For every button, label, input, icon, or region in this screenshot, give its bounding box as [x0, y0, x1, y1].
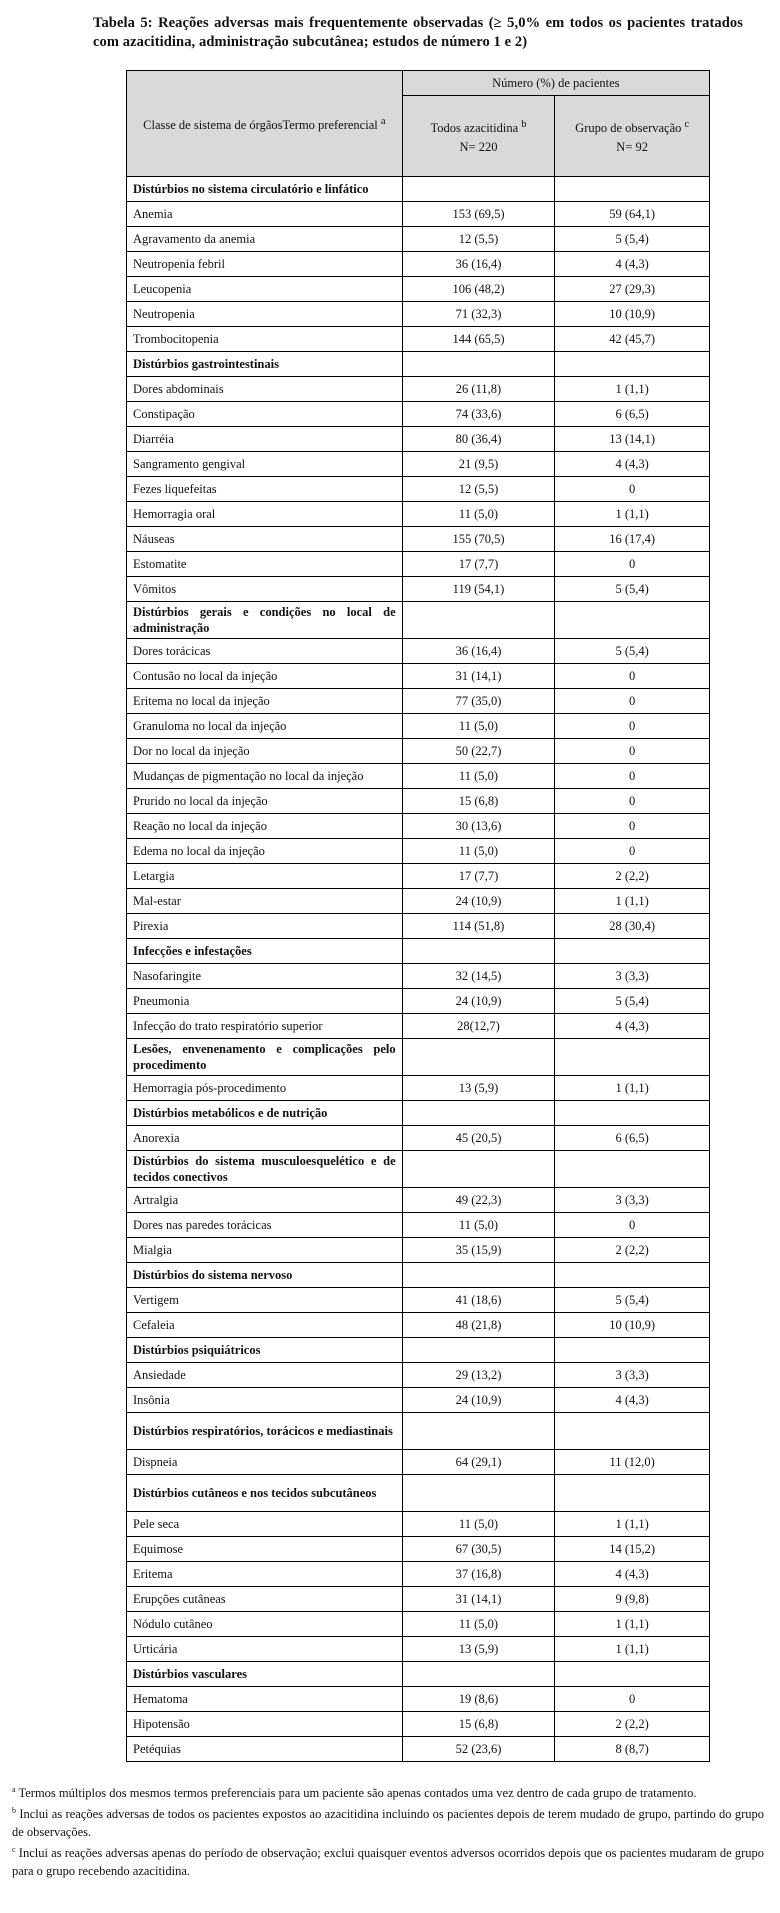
observation-value: 0 — [555, 664, 710, 689]
footnote-c-mark: c — [12, 1845, 16, 1855]
empty-cell — [402, 1151, 555, 1188]
azacitidina-value: 52 (23,6) — [402, 1737, 555, 1762]
table-row — [127, 227, 710, 252]
header-observation-label: Grupo de observação — [575, 121, 682, 136]
azacitidina-value: 155 (70,5) — [402, 527, 555, 552]
table-row — [127, 964, 710, 989]
table-caption: Tabela 5: Reações adversas mais frequentemente observadas (≥ 5,0% em todos os pacientes tratados com azacitidina, administração subcutânea; estudos de número 1 e 2) — [93, 15, 743, 50]
empty-cell — [402, 1039, 555, 1076]
azacitidina-value: 11 (5,0) — [402, 1612, 555, 1637]
term-cell: Hipotensão — [127, 1712, 403, 1737]
table-row — [127, 1612, 710, 1637]
term-cell: Artralgia — [127, 1188, 403, 1213]
observation-value: 2 (2,2) — [555, 1712, 710, 1737]
azacitidina-value: 50 (22,7) — [402, 739, 555, 764]
table-row — [127, 1587, 710, 1612]
table-row — [127, 1238, 710, 1263]
category-row — [127, 1263, 710, 1288]
term-cell: Náuseas — [127, 527, 403, 552]
term-cell: Anorexia — [127, 1126, 403, 1151]
azacitidina-value: 67 (30,5) — [402, 1537, 555, 1562]
term-cell: Vômitos — [127, 577, 403, 602]
observation-value: 28 (30,4) — [555, 914, 710, 939]
table-row — [127, 914, 710, 939]
empty-cell — [555, 1151, 710, 1188]
table-row — [127, 402, 710, 427]
azacitidina-value: 11 (5,0) — [402, 839, 555, 864]
observation-value: 1 (1,1) — [555, 1076, 710, 1101]
azacitidina-value: 41 (18,6) — [402, 1288, 555, 1313]
empty-cell — [402, 1263, 555, 1288]
category-label: Distúrbios do sistema nervoso — [127, 1263, 403, 1288]
observation-value: 42 (45,7) — [555, 327, 710, 352]
term-cell: Hemorragia oral — [127, 502, 403, 527]
observation-value: 5 (5,4) — [555, 639, 710, 664]
azacitidina-value: 29 (13,2) — [402, 1363, 555, 1388]
azacitidina-value: 37 (16,8) — [402, 1562, 555, 1587]
category-label: Distúrbios respiratórios, torácicos e mediastinais — [127, 1413, 403, 1450]
table-row — [127, 839, 710, 864]
observation-value: 16 (17,4) — [555, 527, 710, 552]
term-cell: Cefaleia — [127, 1313, 403, 1338]
azacitidina-value: 11 (5,0) — [402, 1213, 555, 1238]
term-cell: Contusão no local da injeção — [127, 664, 403, 689]
category-row — [127, 352, 710, 377]
term-cell: Vertigem — [127, 1288, 403, 1313]
empty-cell — [555, 1101, 710, 1126]
term-cell: Estomatite — [127, 552, 403, 577]
empty-cell — [555, 1475, 710, 1512]
footnote-b — [12, 1802, 764, 1841]
empty-cell — [555, 177, 710, 202]
observation-value: 5 (5,4) — [555, 227, 710, 252]
azacitidina-value: 21 (9,5) — [402, 452, 555, 477]
footnote-a-text: Termos múltiplos dos mesmos termos preferenciais para um paciente são apenas contados uma vez dentro de cada grupo de tratamento. — [18, 1786, 697, 1801]
table-row — [127, 477, 710, 502]
observation-value: 4 (4,3) — [555, 1562, 710, 1587]
azacitidina-value: 19 (8,6) — [402, 1687, 555, 1712]
observation-value: 5 (5,4) — [555, 577, 710, 602]
table-row — [127, 1562, 710, 1587]
azacitidina-value: 28(12,7) — [402, 1014, 555, 1039]
table-row — [127, 639, 710, 664]
term-cell: Equimose — [127, 1537, 403, 1562]
table-row — [127, 664, 710, 689]
observation-value: 27 (29,3) — [555, 277, 710, 302]
observation-value: 10 (10,9) — [555, 302, 710, 327]
category-label: Distúrbios cutâneos e nos tecidos subcutâneos — [127, 1475, 403, 1512]
azacitidina-value: 15 (6,8) — [402, 789, 555, 814]
term-cell: Anemia — [127, 202, 403, 227]
table-body — [127, 177, 710, 1762]
category-label: Distúrbios vasculares — [127, 1662, 403, 1687]
table-row — [127, 1363, 710, 1388]
azacitidina-value: 36 (16,4) — [402, 639, 555, 664]
observation-value: 14 (15,2) — [555, 1537, 710, 1562]
observation-value: 1 (1,1) — [555, 377, 710, 402]
observation-value: 6 (6,5) — [555, 1126, 710, 1151]
observation-value: 4 (4,3) — [555, 452, 710, 477]
empty-cell — [402, 1338, 555, 1363]
observation-value: 0 — [555, 839, 710, 864]
table-row — [127, 1737, 710, 1762]
footnote-b-mark: b — [12, 1806, 16, 1816]
category-label: Lesões, envenenamento e complicações pelo procedimento — [127, 1039, 403, 1076]
empty-cell — [555, 352, 710, 377]
term-cell: Dores abdominais — [127, 377, 403, 402]
term-cell: Ansiedade — [127, 1363, 403, 1388]
table-row — [127, 864, 710, 889]
observation-value: 3 (3,3) — [555, 1363, 710, 1388]
observation-value: 0 — [555, 689, 710, 714]
table-row — [127, 764, 710, 789]
footnote-mark-b: b — [521, 119, 527, 131]
observation-value: 1 (1,1) — [555, 1637, 710, 1662]
header-azacitidina-label: Todos azacitidina — [430, 121, 519, 136]
azacitidina-value: 12 (5,5) — [402, 227, 555, 252]
table-row — [127, 814, 710, 839]
footnote-c-text: Inclui as reações adversas apenas do período de observação; exclui quaisquer eventos adversos ocorridos depois que os pacientes mudaram de grupo para o grupo recebendo azacitidina. — [12, 1846, 765, 1879]
header-patient-count: Número (%) de pacientes — [402, 71, 709, 96]
category-label: Distúrbios psiquiátricos — [127, 1338, 403, 1363]
table-row — [127, 1313, 710, 1338]
term-cell: Urticária — [127, 1637, 403, 1662]
azacitidina-value: 11 (5,0) — [402, 714, 555, 739]
table-row — [127, 789, 710, 814]
table-row — [127, 577, 710, 602]
table-row — [127, 1637, 710, 1662]
observation-value: 1 (1,1) — [555, 1612, 710, 1637]
term-cell: Fezes liquefeitas — [127, 477, 403, 502]
azacitidina-value: 48 (21,8) — [402, 1313, 555, 1338]
azacitidina-value: 15 (6,8) — [402, 1712, 555, 1737]
term-cell: Pele seca — [127, 1512, 403, 1537]
term-cell: Dor no local da injeção — [127, 739, 403, 764]
category-row — [127, 1151, 710, 1188]
table-row — [127, 252, 710, 277]
table-row — [127, 1537, 710, 1562]
azacitidina-value: 77 (35,0) — [402, 689, 555, 714]
observation-value: 3 (3,3) — [555, 1188, 710, 1213]
azacitidina-value: 49 (22,3) — [402, 1188, 555, 1213]
empty-cell — [402, 352, 555, 377]
term-cell: Neutropenia febril — [127, 252, 403, 277]
table-row — [127, 689, 710, 714]
table-row — [127, 202, 710, 227]
table-row — [127, 452, 710, 477]
table-row — [127, 1014, 710, 1039]
azacitidina-value: 12 (5,5) — [402, 477, 555, 502]
term-cell: Granuloma no local da injeção — [127, 714, 403, 739]
azacitidina-value: 144 (65,5) — [402, 327, 555, 352]
table-row — [127, 714, 710, 739]
table-row — [127, 1213, 710, 1238]
empty-cell — [555, 1413, 710, 1450]
table-row — [127, 1288, 710, 1313]
azacitidina-value: 17 (7,7) — [402, 552, 555, 577]
azacitidina-value: 36 (16,4) — [402, 252, 555, 277]
term-cell: Eritema no local da injeção — [127, 689, 403, 714]
category-row — [127, 1338, 710, 1363]
observation-value: 4 (4,3) — [555, 1014, 710, 1039]
observation-value: 10 (10,9) — [555, 1313, 710, 1338]
table-row — [127, 739, 710, 764]
empty-cell — [402, 177, 555, 202]
empty-cell — [555, 1039, 710, 1076]
category-label: Distúrbios no sistema circulatório e linfático — [127, 177, 403, 202]
observation-value: 2 (2,2) — [555, 864, 710, 889]
table-row — [127, 527, 710, 552]
footnote-a — [12, 1781, 764, 1802]
azacitidina-value: 31 (14,1) — [402, 1587, 555, 1612]
term-cell: Sangramento gengival — [127, 452, 403, 477]
term-cell: Constipação — [127, 402, 403, 427]
azacitidina-value: 24 (10,9) — [402, 889, 555, 914]
observation-value: 0 — [555, 739, 710, 764]
term-cell: Pneumonia — [127, 989, 403, 1014]
azacitidina-value: 74 (33,6) — [402, 402, 555, 427]
term-cell: Nasofaringite — [127, 964, 403, 989]
azacitidina-value: 31 (14,1) — [402, 664, 555, 689]
category-label: Distúrbios do sistema musculoesquelético e de tecidos conectivos — [127, 1151, 403, 1188]
term-cell: Reação no local da injeção — [127, 814, 403, 839]
table-row — [127, 1687, 710, 1712]
observation-value: 0 — [555, 552, 710, 577]
table-row — [127, 1512, 710, 1537]
empty-cell — [555, 1662, 710, 1687]
term-cell: Eritema — [127, 1562, 403, 1587]
term-cell: Dispneia — [127, 1450, 403, 1475]
azacitidina-value: 13 (5,9) — [402, 1076, 555, 1101]
category-row — [127, 1475, 710, 1512]
header-organ-class-label: Classe de sistema de órgãosTermo preferencial — [143, 118, 378, 133]
azacitidina-value: 11 (5,0) — [402, 764, 555, 789]
table-row — [127, 502, 710, 527]
observation-value: 13 (14,1) — [555, 427, 710, 452]
azacitidina-value: 80 (36,4) — [402, 427, 555, 452]
term-cell: Dores torácicas — [127, 639, 403, 664]
category-label: Distúrbios metabólicos e de nutrição — [127, 1101, 403, 1126]
azacitidina-value: 17 (7,7) — [402, 864, 555, 889]
term-cell: Mudanças de pigmentação no local da injeção — [127, 764, 403, 789]
observation-value: 1 (1,1) — [555, 889, 710, 914]
azacitidina-value: 114 (51,8) — [402, 914, 555, 939]
observation-value: 6 (6,5) — [555, 402, 710, 427]
term-cell: Letargia — [127, 864, 403, 889]
empty-cell — [402, 602, 555, 639]
empty-cell — [555, 1263, 710, 1288]
azacitidina-value: 11 (5,0) — [402, 502, 555, 527]
footnote-b-text: Inclui as reações adversas de todos os pacientes expostos ao azacitidina incluindo os pacientes depois de terem mudado de grupo, partindo do grupo de observações. — [12, 1807, 765, 1840]
category-label: Distúrbios gerais e condições no local de administração — [127, 602, 403, 639]
category-row — [127, 1039, 710, 1076]
azacitidina-value: 71 (32,3) — [402, 302, 555, 327]
empty-cell — [402, 1413, 555, 1450]
category-label: Distúrbios gastrointestinais — [127, 352, 403, 377]
category-row — [127, 177, 710, 202]
observation-value: 4 (4,3) — [555, 1388, 710, 1413]
footnote-mark-a: a — [380, 115, 386, 127]
term-cell: Hemorragia pós-procedimento — [127, 1076, 403, 1101]
azacitidina-value: 30 (13,6) — [402, 814, 555, 839]
observation-value: 0 — [555, 814, 710, 839]
observation-value: 3 (3,3) — [555, 964, 710, 989]
table-row — [127, 327, 710, 352]
azacitidina-value: 24 (10,9) — [402, 989, 555, 1014]
empty-cell — [555, 602, 710, 639]
term-cell: Dores nas paredes torácicas — [127, 1213, 403, 1238]
table-row — [127, 1126, 710, 1151]
term-cell: Mal-estar — [127, 889, 403, 914]
observation-value: 0 — [555, 764, 710, 789]
table-row — [127, 552, 710, 577]
footnote-a-mark: a — [12, 1785, 16, 1794]
observation-value: 0 — [555, 1213, 710, 1238]
azacitidina-value: 11 (5,0) — [402, 1512, 555, 1537]
category-row — [127, 939, 710, 964]
category-label: Infecções e infestações — [127, 939, 403, 964]
table-row — [127, 302, 710, 327]
footnotes — [12, 1781, 764, 1880]
footnote-c — [12, 1841, 764, 1880]
observation-value: 0 — [555, 1687, 710, 1712]
empty-cell — [402, 1662, 555, 1687]
term-cell: Erupções cutâneas — [127, 1587, 403, 1612]
observation-value: 5 (5,4) — [555, 1288, 710, 1313]
azacitidina-value: 45 (20,5) — [402, 1126, 555, 1151]
term-cell: Trombocitopenia — [127, 327, 403, 352]
azacitidina-value: 26 (11,8) — [402, 377, 555, 402]
empty-cell — [402, 939, 555, 964]
table-row — [127, 989, 710, 1014]
header-observation — [555, 96, 710, 177]
term-cell: Nódulo cutâneo — [127, 1612, 403, 1637]
header-azacitidina — [402, 96, 555, 177]
term-cell: Mialgia — [127, 1238, 403, 1263]
observation-value: 59 (64,1) — [555, 202, 710, 227]
table-row — [127, 377, 710, 402]
term-cell: Hematoma — [127, 1687, 403, 1712]
empty-cell — [402, 1475, 555, 1512]
term-cell: Edema no local da injeção — [127, 839, 403, 864]
azacitidina-value: 13 (5,9) — [402, 1637, 555, 1662]
term-cell: Agravamento da anemia — [127, 227, 403, 252]
header-observation-n: N= 92 — [616, 139, 648, 154]
azacitidina-value: 106 (48,2) — [402, 277, 555, 302]
observation-value: 9 (9,8) — [555, 1587, 710, 1612]
table-row — [127, 1450, 710, 1475]
category-row — [127, 1662, 710, 1687]
observation-value: 5 (5,4) — [555, 989, 710, 1014]
observation-value: 8 (8,7) — [555, 1737, 710, 1762]
observation-value: 1 (1,1) — [555, 502, 710, 527]
term-cell: Leucopenia — [127, 277, 403, 302]
observation-value: 4 (4,3) — [555, 252, 710, 277]
azacitidina-value: 35 (15,9) — [402, 1238, 555, 1263]
header-azacitidina-n: N= 220 — [459, 139, 498, 154]
observation-value: 11 (12,0) — [555, 1450, 710, 1475]
term-cell: Petéquias — [127, 1737, 403, 1762]
azacitidina-value: 64 (29,1) — [402, 1450, 555, 1475]
empty-cell — [555, 939, 710, 964]
category-row — [127, 1413, 710, 1450]
adverse-reactions-table — [126, 70, 710, 1762]
observation-value: 0 — [555, 714, 710, 739]
table-row — [127, 277, 710, 302]
category-row — [127, 602, 710, 639]
term-cell: Infecção do trato respiratório superior — [127, 1014, 403, 1039]
table-row — [127, 1712, 710, 1737]
header-organ-class — [127, 71, 403, 177]
observation-value: 0 — [555, 789, 710, 814]
empty-cell — [555, 1338, 710, 1363]
table-row — [127, 1076, 710, 1101]
observation-value: 0 — [555, 477, 710, 502]
azacitidina-value: 119 (54,1) — [402, 577, 555, 602]
observation-value: 1 (1,1) — [555, 1512, 710, 1537]
azacitidina-value: 24 (10,9) — [402, 1388, 555, 1413]
footnote-mark-c: c — [684, 119, 690, 131]
table-header-row-1 — [127, 71, 710, 96]
term-cell: Prurido no local da injeção — [127, 789, 403, 814]
term-cell: Neutropenia — [127, 302, 403, 327]
table-row — [127, 889, 710, 914]
term-cell: Diarréia — [127, 427, 403, 452]
table-row — [127, 427, 710, 452]
table-row — [127, 1188, 710, 1213]
category-row — [127, 1101, 710, 1126]
observation-value: 2 (2,2) — [555, 1238, 710, 1263]
table-row — [127, 1388, 710, 1413]
term-cell: Insônia — [127, 1388, 403, 1413]
empty-cell — [402, 1101, 555, 1126]
azacitidina-value: 32 (14,5) — [402, 964, 555, 989]
azacitidina-value: 153 (69,5) — [402, 202, 555, 227]
term-cell: Pirexia — [127, 914, 403, 939]
